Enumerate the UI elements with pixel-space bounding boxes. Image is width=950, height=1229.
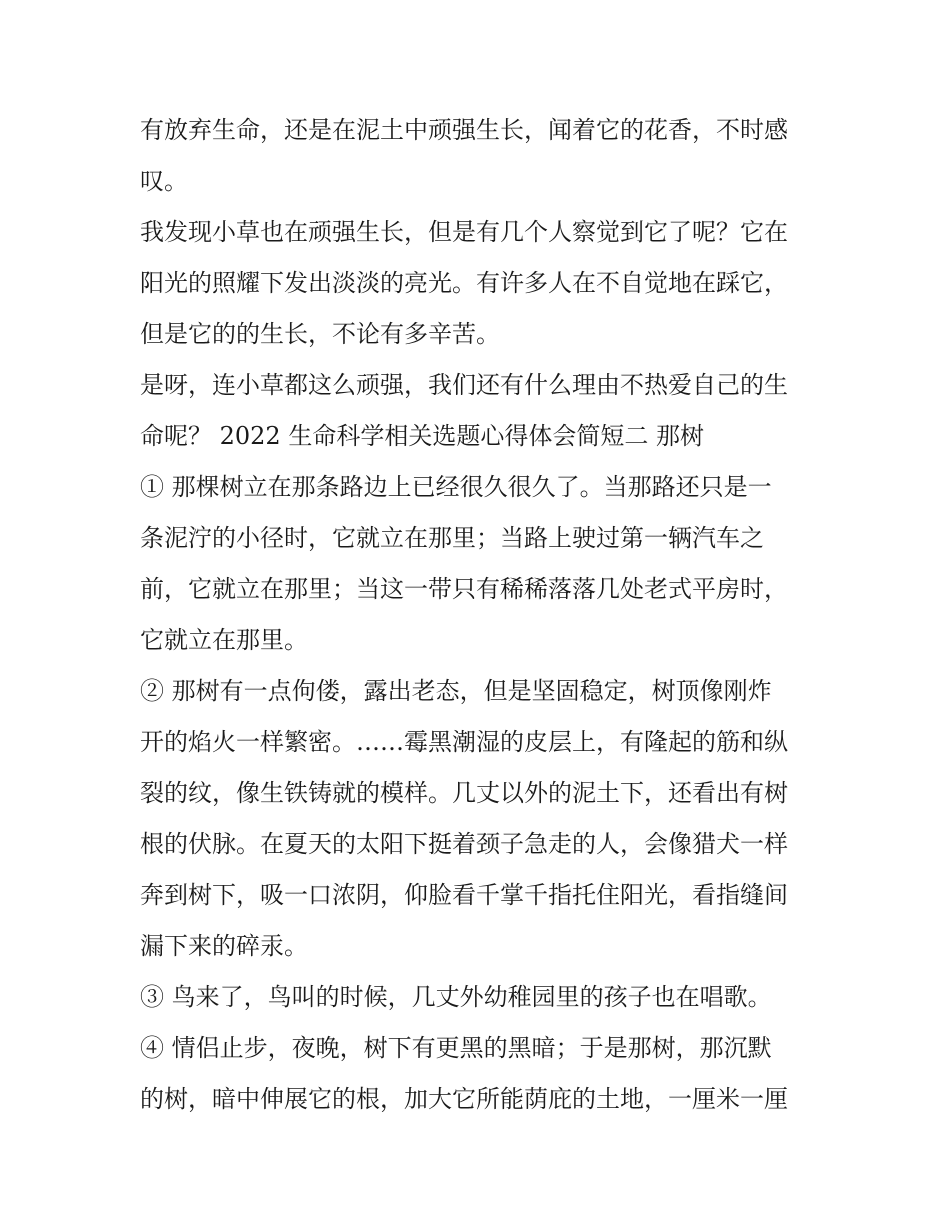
text-line: 的树，暗中伸展它的根，加大它所能荫庇的土地，一厘米一厘 [140, 1085, 788, 1113]
text-line: 它就立在那里。 [140, 626, 308, 654]
text-line: 条泥泞的小径时，它就立在那里；当路上驶过第一辆汽车之 [140, 524, 764, 552]
text-line: 是呀，连小草都这么顽强，我们还有什么理由不热爱自己的生 [140, 371, 788, 399]
text-line: 阳光的照耀下发出淡淡的亮光。有许多人在不自觉地在踩它， [140, 269, 788, 297]
text-line: 漏下来的碎汞。 [140, 932, 308, 960]
text-line: ④ 情侣止步，夜晚，树下有更黑的黑暗；于是那树，那沉默 [140, 1034, 772, 1062]
text-line: 裂的纹，像生铁铸就的模样。几丈以外的泥土下，还看出有树 [140, 779, 788, 807]
text-line: 奔到树下，吸一口浓阴，仰脸看千掌千指托住阳光，看指缝间 [140, 881, 788, 909]
text-line: 有放弃生命，还是在泥土中顽强生长，闻着它的花香，不时感 [140, 116, 788, 144]
text-line: 前，它就立在那里；当这一带只有稀稀落落几处老式平房时， [140, 575, 788, 603]
text-line: 但是它的的生长，不论有多辛苦。 [140, 320, 500, 348]
document-body [140, 105, 820, 1125]
text-line: 开的焰火一样繁密。……霉黑潮湿的皮层上，有隆起的筋和纵 [140, 728, 788, 756]
text-line: ② 那树有一点佝偻，露出老态，但是坚固稳定，树顶像刚炸 [140, 677, 772, 705]
text-line: 根的伏脉。在夏天的太阳下挺着颈子急走的人，会像猎犬一样 [140, 830, 788, 858]
text-line: 叹。 [140, 167, 188, 195]
text-line: 我发现小草也在顽强生长，但是有几个人察觉到它了呢？它在 [140, 218, 788, 246]
text-line: ③ 鸟来了，鸟叫的时候，几丈外幼稚园里的孩子也在唱歌。 [140, 983, 772, 1011]
text-line: ① 那棵树立在那条路边上已经很久很久了。当那路还只是一 [140, 473, 772, 501]
text-line: 命呢？ 2022 生命科学相关选题心得体会简短二 那树 [140, 422, 704, 450]
